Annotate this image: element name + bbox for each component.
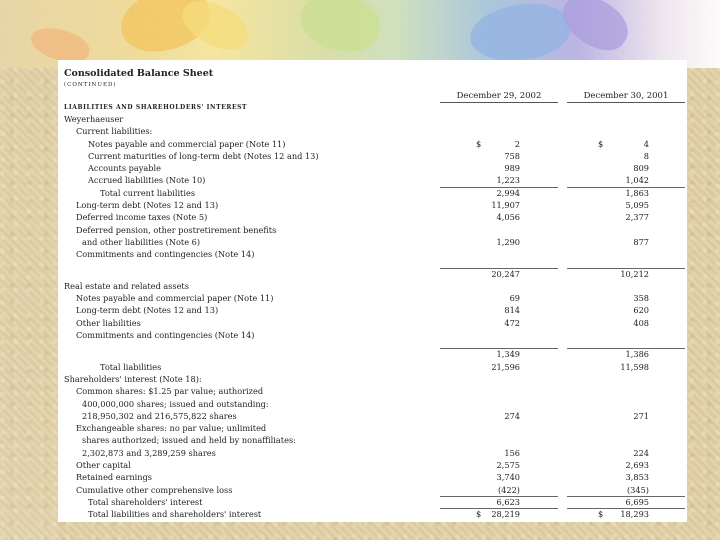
table-row (64, 422, 684, 434)
table-row (64, 459, 684, 471)
value-2001: 2,377 (625, 212, 649, 223)
row-label: Accounts payable (88, 163, 161, 174)
table-row (64, 224, 684, 236)
value-2001: 877 (633, 236, 649, 247)
section-caption: LIABILITIES AND SHAREHOLDERS' INTEREST (64, 104, 248, 111)
table-row (64, 187, 684, 199)
row-label: 400,000,000 shares; issued and outstanding: (82, 398, 269, 409)
row-label: Other liabilities (76, 317, 141, 328)
row-label: Long-term debt (Notes 12 and 13) (76, 305, 219, 316)
row-label: Current liabilities: (76, 126, 153, 137)
column-header-2002: December 29, 2002 (440, 90, 558, 103)
table-row (64, 361, 684, 373)
table-row (64, 471, 684, 483)
value-2001: 8 (643, 150, 649, 161)
balance-sheet-document (64, 68, 684, 521)
table-row (64, 236, 684, 248)
table-row (64, 317, 684, 329)
table-row (64, 410, 684, 422)
table-row (64, 268, 684, 280)
value-2002: 989 (504, 163, 520, 174)
value-2002: 156 (504, 447, 520, 458)
row-label: Notes payable and commercial paper (Note 11) (76, 293, 274, 304)
value-2001: 1,386 (625, 349, 649, 360)
row-spacer (64, 341, 684, 348)
table-row (64, 280, 684, 292)
row-label: Cumulative other comprehensive loss (76, 484, 233, 495)
value-2002: 1,223 (496, 175, 520, 186)
value-2002: 2 (514, 138, 520, 149)
row-label: Real estate and related assets (64, 280, 189, 291)
table-row (64, 348, 684, 360)
value-2002: 4,056 (496, 212, 520, 223)
row-label: shares authorized; issued and held by nonaffiliates: (82, 435, 296, 446)
row-label: 218,950,302 and 216,575,822 shares (82, 410, 237, 421)
petal-shape (466, 0, 574, 68)
row-label: Other capital (76, 460, 131, 471)
value-2001: 358 (633, 293, 649, 304)
row-spacer (64, 261, 684, 268)
row-label: Shareholders' interest (Note 18): (64, 373, 202, 384)
value-2002: 11,907 (491, 200, 520, 211)
value-2002: 1,349 (496, 349, 520, 360)
row-label: 2,302,873 and 3,289,259 shares (82, 447, 216, 458)
value-2002: 1,290 (496, 236, 520, 247)
balance-sheet-page (58, 60, 687, 522)
row-label: Total current liabilities (100, 187, 196, 198)
table-row (64, 199, 684, 211)
value-2002: 28,219 (491, 509, 520, 520)
value-2001: 4 (643, 138, 649, 149)
value-2001: 5,095 (625, 200, 649, 211)
row-label: Total liabilities and shareholders' interest (88, 509, 262, 520)
value-2002: 814 (504, 305, 520, 316)
value-2001: 2,693 (625, 460, 649, 471)
value-2002: 69 (509, 293, 520, 304)
row-label: Deferred pension, other postretirement benefits (76, 224, 277, 235)
document-title: Consolidated Balance Sheet (64, 68, 214, 79)
row-label: Current maturities of long-term debt (Notes 12 and 13) (88, 150, 319, 161)
value-2002: 20,247 (491, 268, 520, 279)
value-2001: 1,863 (625, 187, 649, 198)
column-header-2001: December 30, 2001 (567, 90, 685, 103)
currency-symbol: $ (476, 509, 482, 520)
table-row (64, 373, 684, 385)
table-row (64, 329, 684, 341)
row-label: Retained earnings (76, 472, 153, 483)
row-label: Long-term debt (Notes 12 and 13) (76, 200, 219, 211)
row-label: Total liabilities (100, 361, 162, 372)
value-2001: 11,598 (620, 361, 649, 372)
decorative-flower-banner (0, 0, 720, 68)
table-row (64, 211, 684, 223)
currency-symbol: $ (598, 138, 604, 149)
table-row (64, 496, 684, 508)
table-row (64, 398, 684, 410)
table-row (64, 484, 684, 496)
row-label: and other liabilities (Note 6) (82, 236, 201, 247)
value-2002: 2,994 (496, 187, 520, 198)
table-row (64, 292, 684, 304)
value-2001: 271 (633, 410, 649, 421)
row-label: Deferred income taxes (Note 5) (76, 212, 208, 223)
value-2002: 21,596 (491, 361, 520, 372)
table-row (64, 162, 684, 174)
table-row (64, 138, 684, 150)
value-2001: 1,042 (625, 175, 649, 186)
row-label: Accrued liabilities (Note 10) (88, 175, 206, 186)
value-2002: 758 (504, 150, 520, 161)
row-label: Commitments and contingencies (Note 14) (76, 249, 255, 260)
row-label: Weyerhaeuser (64, 114, 124, 124)
value-2001: 408 (633, 317, 649, 328)
row-label: Total shareholders' interest (88, 496, 203, 507)
value-2001: 809 (633, 163, 649, 174)
value-2001: 10,212 (620, 268, 649, 279)
row-label: Exchangeable shares: no par value; unlimited (76, 423, 267, 434)
table-row (64, 508, 684, 520)
table-row (64, 174, 684, 186)
column-header-row (64, 90, 684, 102)
table-row (64, 248, 684, 260)
value-2001: 224 (633, 447, 649, 458)
petal-shape (296, 0, 384, 57)
table-row (64, 113, 684, 125)
table-row (64, 434, 684, 446)
value-2001: 6,695 (625, 496, 649, 507)
table-row (64, 447, 684, 459)
value-2002: 6,623 (496, 496, 520, 507)
value-2002: (422) (497, 484, 520, 495)
currency-symbol: $ (476, 138, 482, 149)
table-row (64, 150, 684, 162)
continued-label: (CONTINUED) (64, 82, 117, 88)
value-2001: 18,293 (620, 509, 649, 520)
table-row (64, 385, 684, 397)
value-2002: 3,740 (496, 472, 520, 483)
value-2001: 3,853 (625, 472, 649, 483)
value-2002: 274 (504, 410, 520, 421)
balance-sheet-rows (64, 113, 684, 521)
table-row (64, 125, 684, 137)
currency-symbol: $ (598, 509, 604, 520)
value-2002: 472 (504, 317, 520, 328)
value-2001: (345) (626, 484, 649, 495)
row-label: Commitments and contingencies (Note 14) (76, 330, 255, 341)
row-label: Notes payable and commercial paper (Note 11) (88, 138, 286, 149)
table-row (64, 304, 684, 316)
value-2001: 620 (633, 305, 649, 316)
row-label: Common shares: $1.25 par value; authorized (76, 386, 264, 397)
value-2002: 2,575 (496, 460, 520, 471)
left-margin-strip (0, 0, 58, 540)
